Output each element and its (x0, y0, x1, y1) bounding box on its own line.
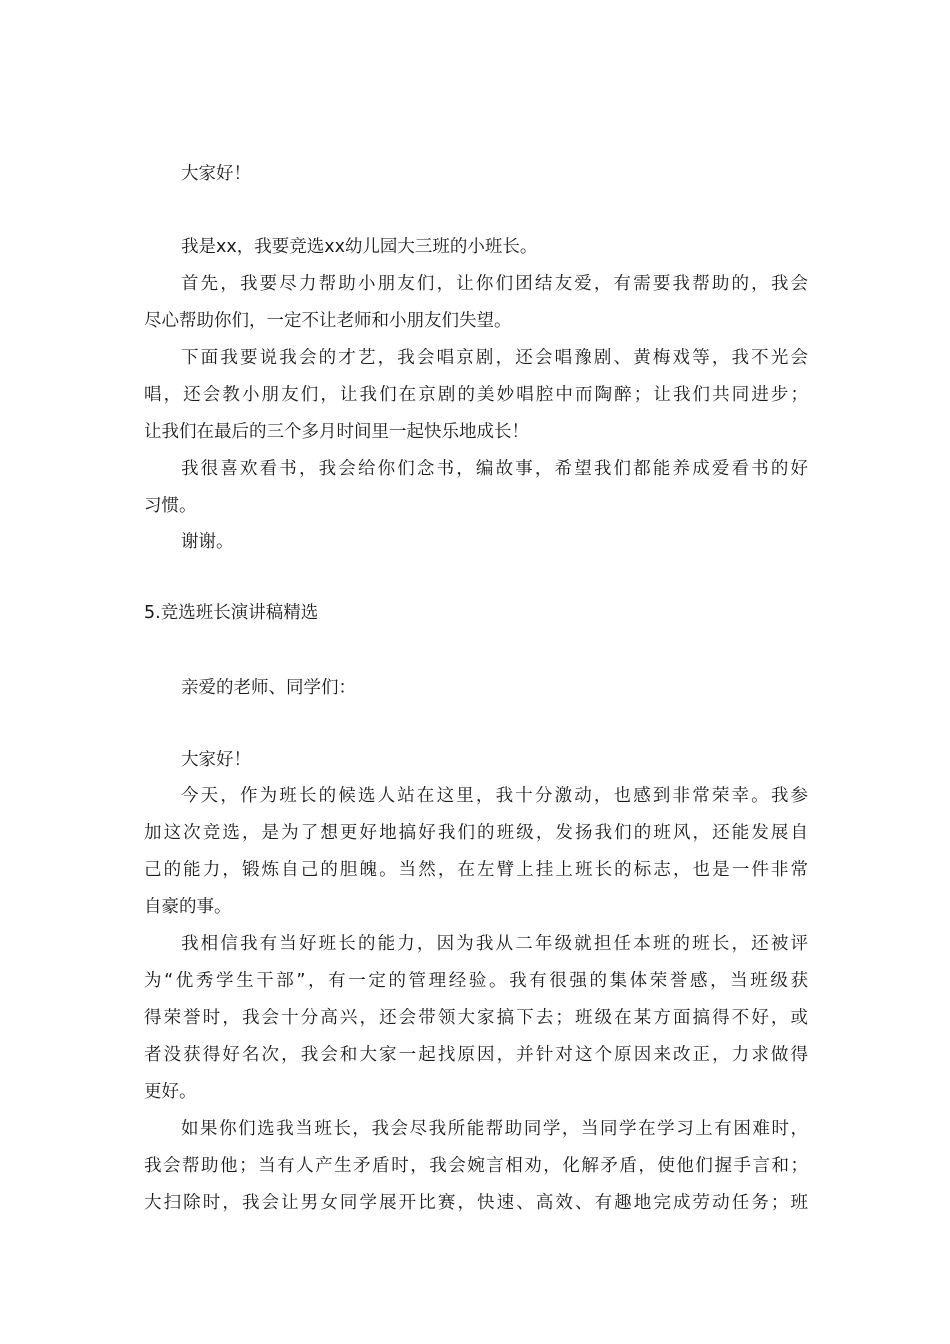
paragraph-line: 我很喜欢看书，我会给你们念书，编故事，希望我们都能养成爱看书的好 (181, 459, 808, 479)
paragraph-line: 首先，我要尽力帮助小朋友们，让你们团结友爱，有需要我帮助的，我会 (181, 274, 808, 294)
greeting-line: 大家好！ (181, 164, 251, 184)
paragraph-line: 如果你们选我当班长，我会尽我所能帮助同学，当同学在学习上有困难时， (181, 1119, 808, 1139)
intro-line: 我是xx，我要竞选xx幼儿园大三班的小班长。 (181, 237, 538, 257)
paragraph-line: 习惯。 (144, 496, 197, 516)
greeting-line: 大家好！ (181, 750, 251, 770)
paragraph-line: 尽心帮助你们，一定不让老师和小朋友们失望。 (144, 311, 512, 331)
paragraph-line: 下面我要说我会的才艺，我会唱京剧，还会唱豫剧、黄梅戏等，我不光会 (181, 348, 808, 368)
salutation-line: 亲爱的老师、同学们： (181, 678, 356, 698)
paragraph-line: 自豪的事。 (144, 897, 232, 917)
paragraph-line: 我相信我有当好班长的能力，因为我从二年级就担任本班的班长，还被评 (181, 934, 808, 954)
paragraph-line: 让我们在最后的三个多月时间里一起快乐地成长！ (144, 422, 529, 442)
paragraph-line: 为“优秀学生干部”，有一定的管理经验。我有很强的集体荣誉感，当班级获 (144, 971, 808, 991)
paragraph-line: 今天，作为班长的候选人站在这里，我十分激动，也感到非常荣幸。我参 (181, 786, 808, 806)
paragraph-line: 唱，还会教小朋友们，让我们在京剧的美妙唱腔中而陶醉；让我们共同进步； (144, 385, 808, 405)
section-heading: 5.竞选班长演讲稿精选 (144, 603, 319, 623)
paragraph-line: 己的能力，锻炼自己的胆魄。当然，在左臂上挂上班长的标志，也是一件非常 (144, 860, 808, 880)
closing-line: 谢谢。 (181, 532, 234, 552)
paragraph-line: 我会帮助他；当有人产生矛盾时，我会婉言相劝，化解矛盾，使他们握手言和； (144, 1156, 808, 1176)
paragraph-line: 得荣誉时，我会十分高兴，还会带领大家搞下去；班级在某方面搞得不好，或 (144, 1008, 808, 1028)
paragraph-line: 大扫除时，我会让男女同学展开比赛，快速、高效、有趣地完成劳动任务；班 (144, 1193, 808, 1213)
paragraph-line: 更好。 (144, 1082, 197, 1102)
paragraph-line: 加这次竞选，是为了想更好地搞好我们的班级，发扬我们的班风，还能发展自 (144, 823, 808, 843)
paragraph-line: 者没获得好名次，我会和大家一起找原因，并针对这个原因来改正，力求做得 (144, 1045, 808, 1065)
